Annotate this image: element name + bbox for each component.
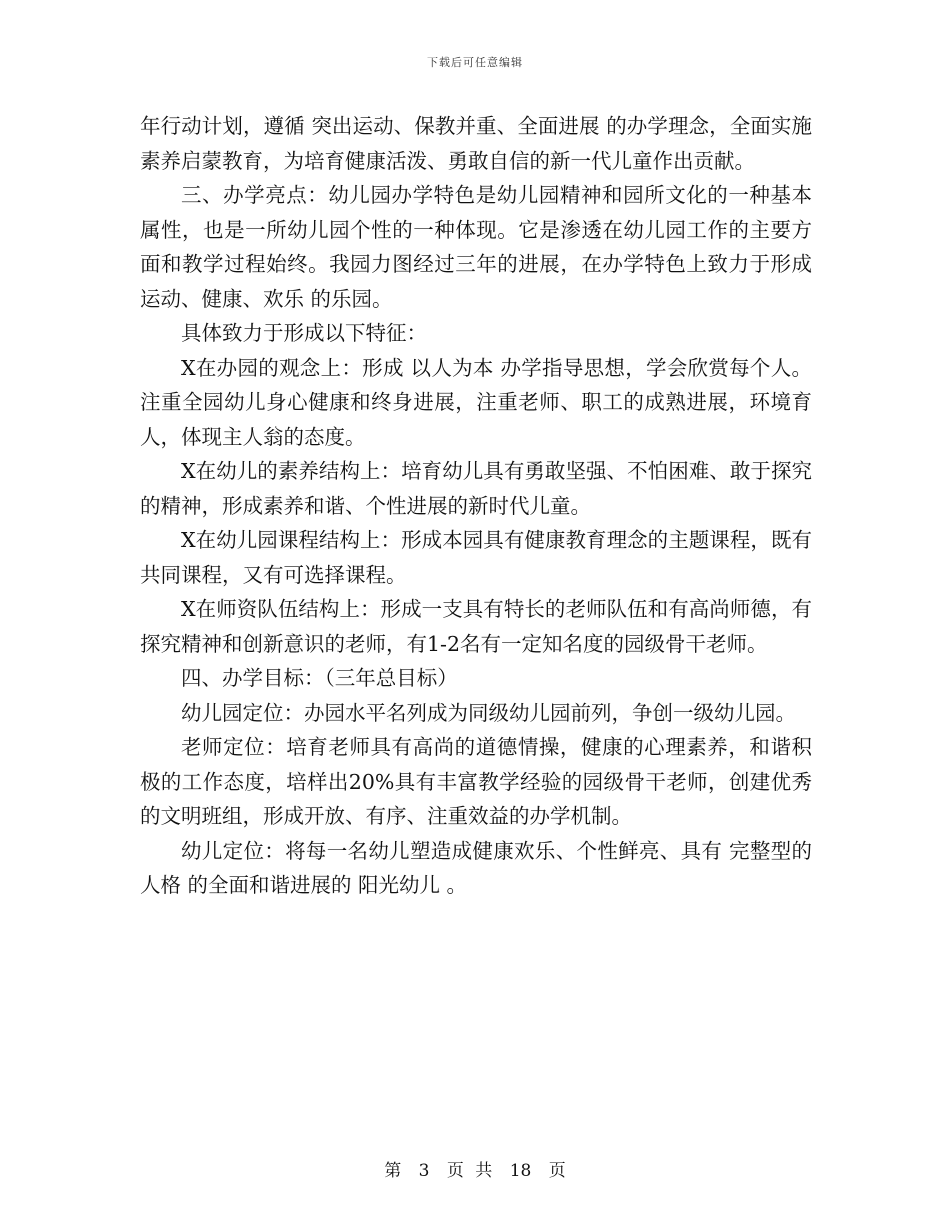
page-footer bbox=[0, 1156, 950, 1181]
paragraph-8: 四、办学目标：（三年总目标） bbox=[181, 666, 458, 690]
page-header: 下载后可任意编辑 bbox=[427, 56, 523, 69]
paragraph-10: 老师定位：培育老师具有高尚的道德情操，健康的心理素养，和谐积极的工作态度，培样出20%具有丰富教学经验的园级骨干老师，创建优秀的文明班组，形成开放、有序、注重效益的办学机制。 bbox=[140, 735, 812, 828]
footer-prefix: 第 bbox=[384, 1161, 402, 1181]
paragraph-3: 具体致力于形成以下特征： bbox=[181, 321, 427, 345]
footer-suffix: 页 bbox=[548, 1161, 566, 1181]
paragraph-11: 幼儿定位：将每一名幼儿塑造成健康欢乐、个性鲜亮、具有 完整型的人格 的全面和谐进展的 阳光幼儿 。 bbox=[140, 838, 812, 897]
paragraph-1: 年行动计划，遵循 突出运动、保教并重、全面进展 的办学理念，全面实施素养启蒙教育，为培育健康活泼、勇敢自信的新一代儿童作出贡献。 bbox=[140, 114, 812, 173]
paragraph-6: X在幼儿园课程结构上：形成本园具有健康教育理念的主题课程，既有共同课程，又有可选择课程。 bbox=[140, 528, 812, 587]
footer-middle: 页 共 bbox=[446, 1161, 493, 1181]
document-body bbox=[140, 109, 812, 903]
paragraph-2: 三、办学亮点：幼儿园办学特色是幼儿园精神和园所文化的一种基本属性，也是一所幼儿园个性的一种体现。它是渗透在幼儿园工作的主要方面和教学过程始终。我园力图经过三年的进展，在办学特色上致力于形成 运动、健康、欢乐 的乐园。 bbox=[140, 183, 812, 311]
paragraph-4: X在办园的观念上：形成 以人为本 办学指导思想，学会欣赏每个人。注重全园幼儿身心健康和终身进展，注重老师、职工的成熟进展，环境育人，体现主人翁的态度。 bbox=[140, 355, 812, 449]
footer-total-pages: 18 bbox=[509, 1161, 532, 1181]
paragraph-7: X在师资队伍结构上：形成一支具有特长的老师队伍和有高尚师德，有探究精神和创新意识的老师，有1-2名有一定知名度的园级骨干老师。 bbox=[140, 597, 812, 656]
paragraph-9: 幼儿园定位：办园水平名列成为同级幼儿园前列，争创一级幼儿园。 bbox=[181, 700, 796, 725]
paragraph-5: X在幼儿的素养结构上：培育幼儿具有勇敢坚强、不怕困难、敢于探究的精神，形成素养和谐、个性进展的新时代儿童。 bbox=[140, 459, 812, 518]
footer-page-number: 3 bbox=[418, 1161, 430, 1181]
